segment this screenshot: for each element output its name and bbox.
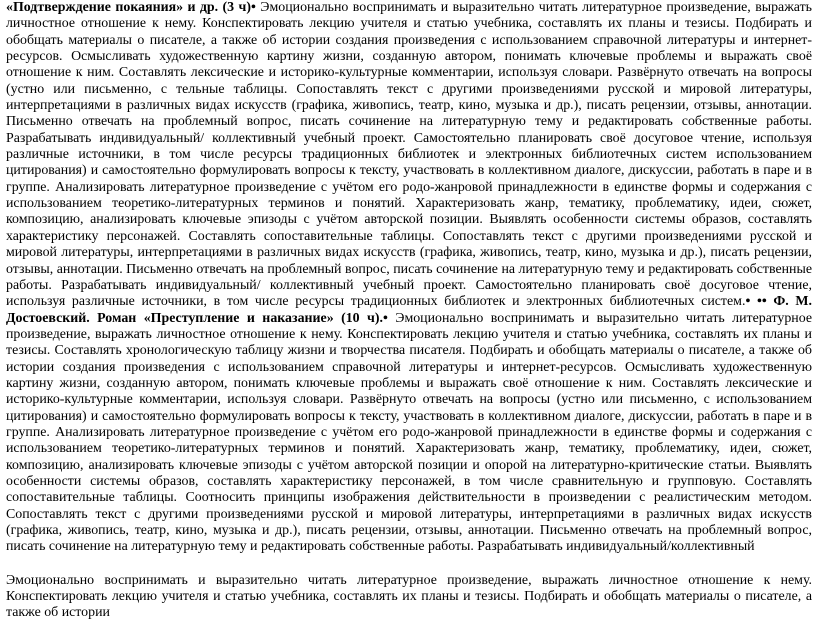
heading-confirmation-of-repentance: «Подтверждение покаяния» и др. (3 ч): [6, 0, 251, 15]
paragraph-1-text: Эмоционально воспринимать и выразительно читать литературное произведение, выражать личностное отношение к нему. Конспектировать лекцию учителя и статью учебника, составлять их планы и тезисы. Подбирать и обобщать материалы о писателе, а также об истории создания произведения с использованием справочной литературы и интернет-ресурсов. Осмысливать художественную картину жизни, созданную автором, понимать ключевые проблемы и выражать своё отношение к ним. Составлять лексические и историко-культурные комментарии, используя словари. Развёрнуто отвечать на вопросы (устно или письменно, с тельные таблицы. Сопоставлять текст с другими произведениями русской и мировой литературы, интерпретациями в различных видах искусств (графика, живопись, театр, кино, музыка и др.), писать рецензии, отзывы, аннотации. Письменно отвечать на проблемный вопрос, писать сочинение на литературную тему и редактировать собственные работы. Разрабатывать индивидуальный/ коллективный учебный проект. Самостоятельно планировать своё досуговое чтение, используя различные источники, в том числе ресурсы традиционных библиотек и электронных библиотечных систем использованием цитирования) и самостоятельно формулировать вопросы к тексту, участвовать в коллективном диалоге, дискуссии, работать в паре и в группе. Анализировать литературное произведение с учётом его родо-жанровой принадлежности в единстве формы и содержания с использованием теоретико-литературных терминов и понятий. Характеризовать жанр, тематику, проблематику, идеи, сюжет, композицию, анализировать ключевые эпизоды с учётом авторской позиции. Выявлять особенности системы образов, составлять характеристику персонажей. Составлять сопоставительные таблицы. Сопоставлять текст с другими произведениями русской и мировой литературы, интерпретациями в различных видах искусств (графика, живопись, театр, кино, музыка и др.), писать рецензии, отзывы, аннотации. Письменно отвечать на проблемный вопрос, писать сочинение на литературную тему и редактировать собственные работы. Разрабатывать индивидуальный/ коллективный учебный проект. Самостоятельно планировать своё досуговое чтение, используя различные источники, в том числе ресурсы традиционных библиотек и электронных библиотечных систем.: [6, 0, 813, 310]
bullet-marker: •: [382, 310, 388, 326]
paragraph-2-text: Эмоционально воспринимать и выразительно читать литературное произведение, выражать личностное отношение к нему. Конспектировать лекцию учителя и статью учебника, составлять их планы и тезисы. Подбирать и обобщать материалы о писателе, а также об истории: [6, 572, 812, 621]
paragraph-1: [6, 0, 812, 556]
paragraph-2: [6, 573, 812, 622]
heading-dostoevsky-crime-and-punishment: Ф. М. Достоевский. Роман «Преступление и наказание» (10 ч).: [6, 294, 812, 326]
paragraph-1-text-continued: Эмоционально воспринимать и выразительно читать литературное произведение, выражать личностное отношение к нему. Конспектировать лекцию учителя и статью учебника, составлять их планы и тезисы. Составлять хронологическую таблицу жизни и творчества писателя. Подбирать и обобщать материалы о писателе, а также об истории создания произведения с использованием справочной литературы и интернет-ресурсов. Осмысливать художественную картину жизни, созданную автором, понимать ключевые проблемы и выражать своё отношение к ним. Составлять лексические и историко-культурные комментарии, используя словари. Развёрнуто отвечать на вопросы (устно или письменно, с использованием цитирования) и самостоятельно формулировать вопросы к тексту, участвовать в коллективном диалоге, дискуссии, работать в паре и в группе. Анализировать литературное произведение с учётом его родо-жанровой принадлежности в единстве формы и содержания с использованием теоретико-литературных терминов и понятий. Характеризовать жанр, тематику, проблематику, идеи, сюжет, композицию, анализировать ключевые эпизоды с учётом авторской позиции и опорой на литературно-критические статьи. Выявлять особенности системы образов, составлять характеристику персонажей, в том числе сравнительную и групповую. Составлять сопоставительные таблицы. Соотносить принципы изображения действительности в произведении с реалистическим методом. Сопоставлять текст с другими произведениями русской и мировой литературы, интерпретациями в различных видах искусств (графика, живопись, театр, кино, музыка и др.), писать рецензии, отзывы, аннотации. Письменно отвечать на проблемный вопрос, писать сочинение на литературную тему и редактировать собственные работы. Разрабатывать индивидуальный/коллективный: [6, 310, 812, 555]
bullet-markers: • ••: [745, 294, 774, 310]
bullet-marker: •: [251, 0, 256, 15]
